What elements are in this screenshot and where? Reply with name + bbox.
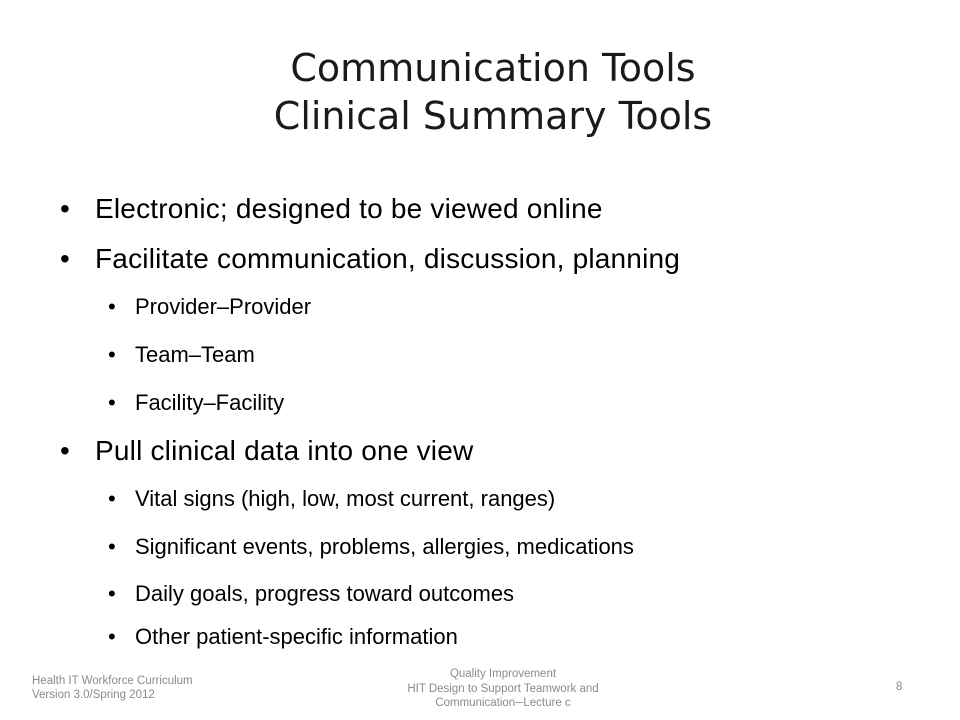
sub-bullet-text: Team–Team xyxy=(135,342,255,367)
sub-bullet-dot-icon: • xyxy=(108,624,116,649)
sub-bullet-dot-icon: • xyxy=(108,534,116,559)
sub-bullet-text: Daily goals, progress toward outcomes xyxy=(135,581,515,606)
bullet-item xyxy=(60,192,603,226)
sub-bullet-item xyxy=(108,580,514,608)
sub-bullet-text: Other patient-specific information xyxy=(135,624,458,649)
sub-bullet-item xyxy=(108,293,311,321)
footer-center-line-3: Communication─Lecture c xyxy=(435,697,571,709)
sub-bullet-dot-icon: • xyxy=(108,342,116,367)
footer-lecture-title xyxy=(366,667,640,711)
sub-bullet-text: Significant events, problems, allergies, medications xyxy=(135,534,634,559)
title-line-2: Clinical Summary Tools xyxy=(273,94,713,138)
sub-bullet-item xyxy=(108,389,284,417)
sub-bullet-text: Vital signs (high, low, most current, ranges) xyxy=(135,486,556,511)
title-line-1: Communication Tools xyxy=(290,46,696,90)
bullet-item xyxy=(60,242,680,276)
footer-left-line-2: Version 3.0/Spring 2012 xyxy=(32,689,155,701)
sub-bullet-item xyxy=(108,485,555,513)
footer-curriculum xyxy=(32,674,193,702)
sub-bullet-text: Provider–Provider xyxy=(135,294,312,319)
bullet-dot-icon: • xyxy=(60,243,71,274)
sub-bullet-item xyxy=(108,341,255,369)
footer-center-line-2: HIT Design to Support Teamwork and xyxy=(407,682,599,695)
sub-bullet-dot-icon: • xyxy=(108,294,116,319)
page-number: 8 xyxy=(896,681,903,693)
bullet-item xyxy=(60,434,473,468)
sub-bullet-dot-icon: • xyxy=(108,581,116,606)
sub-bullet-item xyxy=(108,623,458,651)
footer-left-line-1: Health IT Workforce Curriculum xyxy=(32,675,193,687)
bullet-text: Facilitate communication, discussion, planning xyxy=(95,243,681,274)
bullet-text: Electronic; designed to be viewed online xyxy=(95,193,603,224)
sub-bullet-item xyxy=(108,533,634,561)
bullet-dot-icon: • xyxy=(60,435,71,466)
footer-center-line-1: Quality Improvement xyxy=(449,668,557,680)
sub-bullet-dot-icon: • xyxy=(108,390,116,415)
sub-bullet-dot-icon: • xyxy=(108,486,116,511)
bullet-dot-icon: • xyxy=(60,193,71,224)
sub-bullet-text: Facility–Facility xyxy=(135,390,285,415)
bullet-text: Pull clinical data into one view xyxy=(95,435,474,466)
